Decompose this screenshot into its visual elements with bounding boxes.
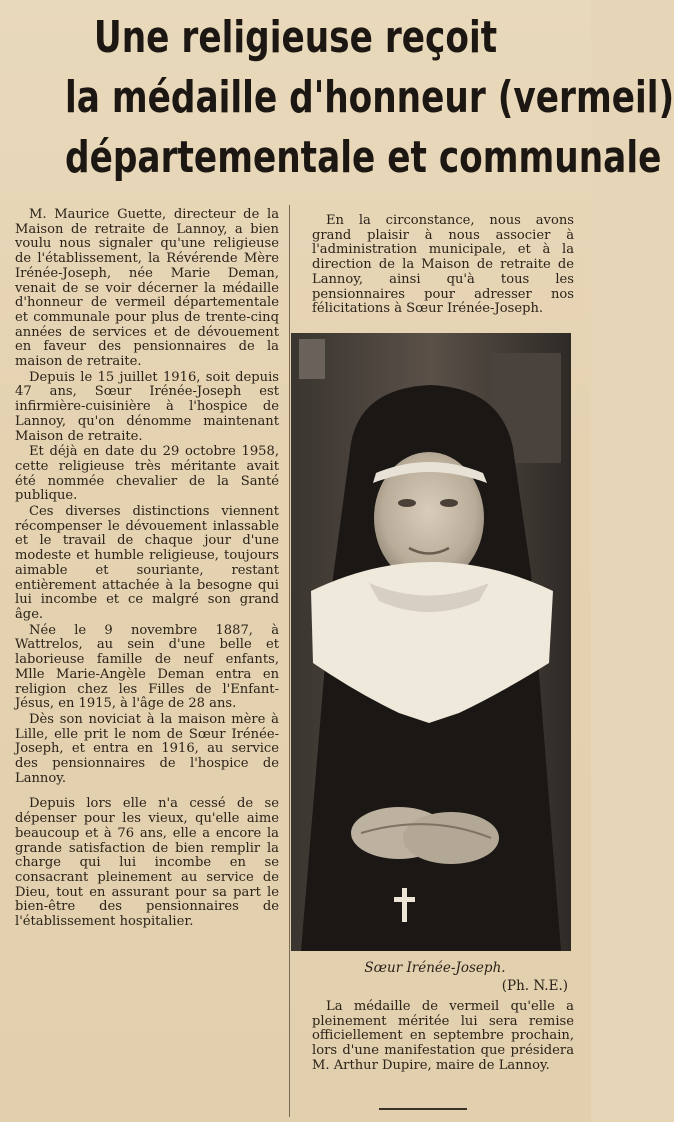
headline xyxy=(65,8,674,188)
paragraph-1: M. Maurice Guette, directeur de la Maison de retraite de Lannoy, a bien voulu nous signaler qu'une religieuse de l'établissement, la Révérende Mère Irénée-Joseph, née Marie Deman, venait de se voir décerner la médaille d'honneur de vermeil départementale et communale pour plus de trente-cinq années de services et de dévouement en faveur des pensionnaires de la maison de retraite. xyxy=(15,207,279,370)
headline-line-2: la médaille d'honneur (vermeil) xyxy=(65,72,674,123)
left-column xyxy=(15,208,279,930)
nun-portrait-image xyxy=(291,333,571,951)
headline-line-3: départementale et communale xyxy=(65,132,662,183)
paragraph-6: Dès son noviciat à la maison mère à Lille, elle prit le nom de Sœur Irénée-Joseph, et entra en 1916, au service des pensionnaires de l'hospice de Lannoy. xyxy=(15,711,279,786)
paragraph-2: Depuis le 15 juillet 1916, soit depuis 47 ans, Sœur Irénée-Joseph est infirmière-cuisinière à l'hospice de Lannoy, qu'on dénomme maintenant Maison de retraite. xyxy=(15,369,279,444)
paragraph-3: Et déjà en date du 29 octobre 1958, cette religieuse très méritante avait été nommée chevalier de la Santé publique. xyxy=(15,444,279,504)
right-column-bottom xyxy=(312,1000,574,1074)
paragraph-5: Née le 9 novembre 1887, à Wattrelos, au sein d'une belle et laborieuse famille de neuf enfants, Mlle Marie-Angèle Deman entra en religion chez les Filles de l'Enfant-Jésus, en 1915, à l'âge de 28 ans. xyxy=(15,622,279,712)
paragraph-right-1: En la circonstance, nous avons grand plaisir à nous associer à l'administration municipale, et à la direction de la Maison de retraite de Lannoy, ainsi qu'à tous les pensionnaires pour adresser nos félicitations à Sœur Irénée-Joseph. xyxy=(312,213,574,317)
headline-line-1: Une religieuse reçoit xyxy=(93,12,498,63)
column-divider xyxy=(289,205,290,1117)
right-column-top xyxy=(312,214,574,317)
portrait-photo xyxy=(291,333,571,951)
end-rule xyxy=(379,1108,467,1110)
paragraph-7: Depuis lors elle n'a cessé de se dépenser pour les vieux, qu'elle aime beaucoup et à 76 ans, elle a encore la grande satisfaction de bien remplir la charge qui lui incombe en se consacrant pleinement au service de Dieu, tout en assurant pour sa part le bien-être des pensionnaires de l'établissement hospitalier. xyxy=(15,796,279,930)
paragraph-4: Ces diverses distinctions viennent récompenser le dévouement inlassable et le travail de chaque jour d'une modeste et humble religieuse, toujours aimable et souriante, restant entièrement attachée à la besogne qui lui incombe et ce malgré son grand âge. xyxy=(15,504,279,622)
paragraph-right-2: La médaille de vermeil qu'elle a pleinement méritée lui sera remise officiellement en septembre prochain, lors d'une manifestation que présidera M. Arthur Dupire, maire de Lannoy. xyxy=(312,999,574,1073)
photo-caption: Sœur Irénée-Joseph. xyxy=(364,960,506,976)
photo-credit: (Ph. N.E.) xyxy=(501,978,568,994)
